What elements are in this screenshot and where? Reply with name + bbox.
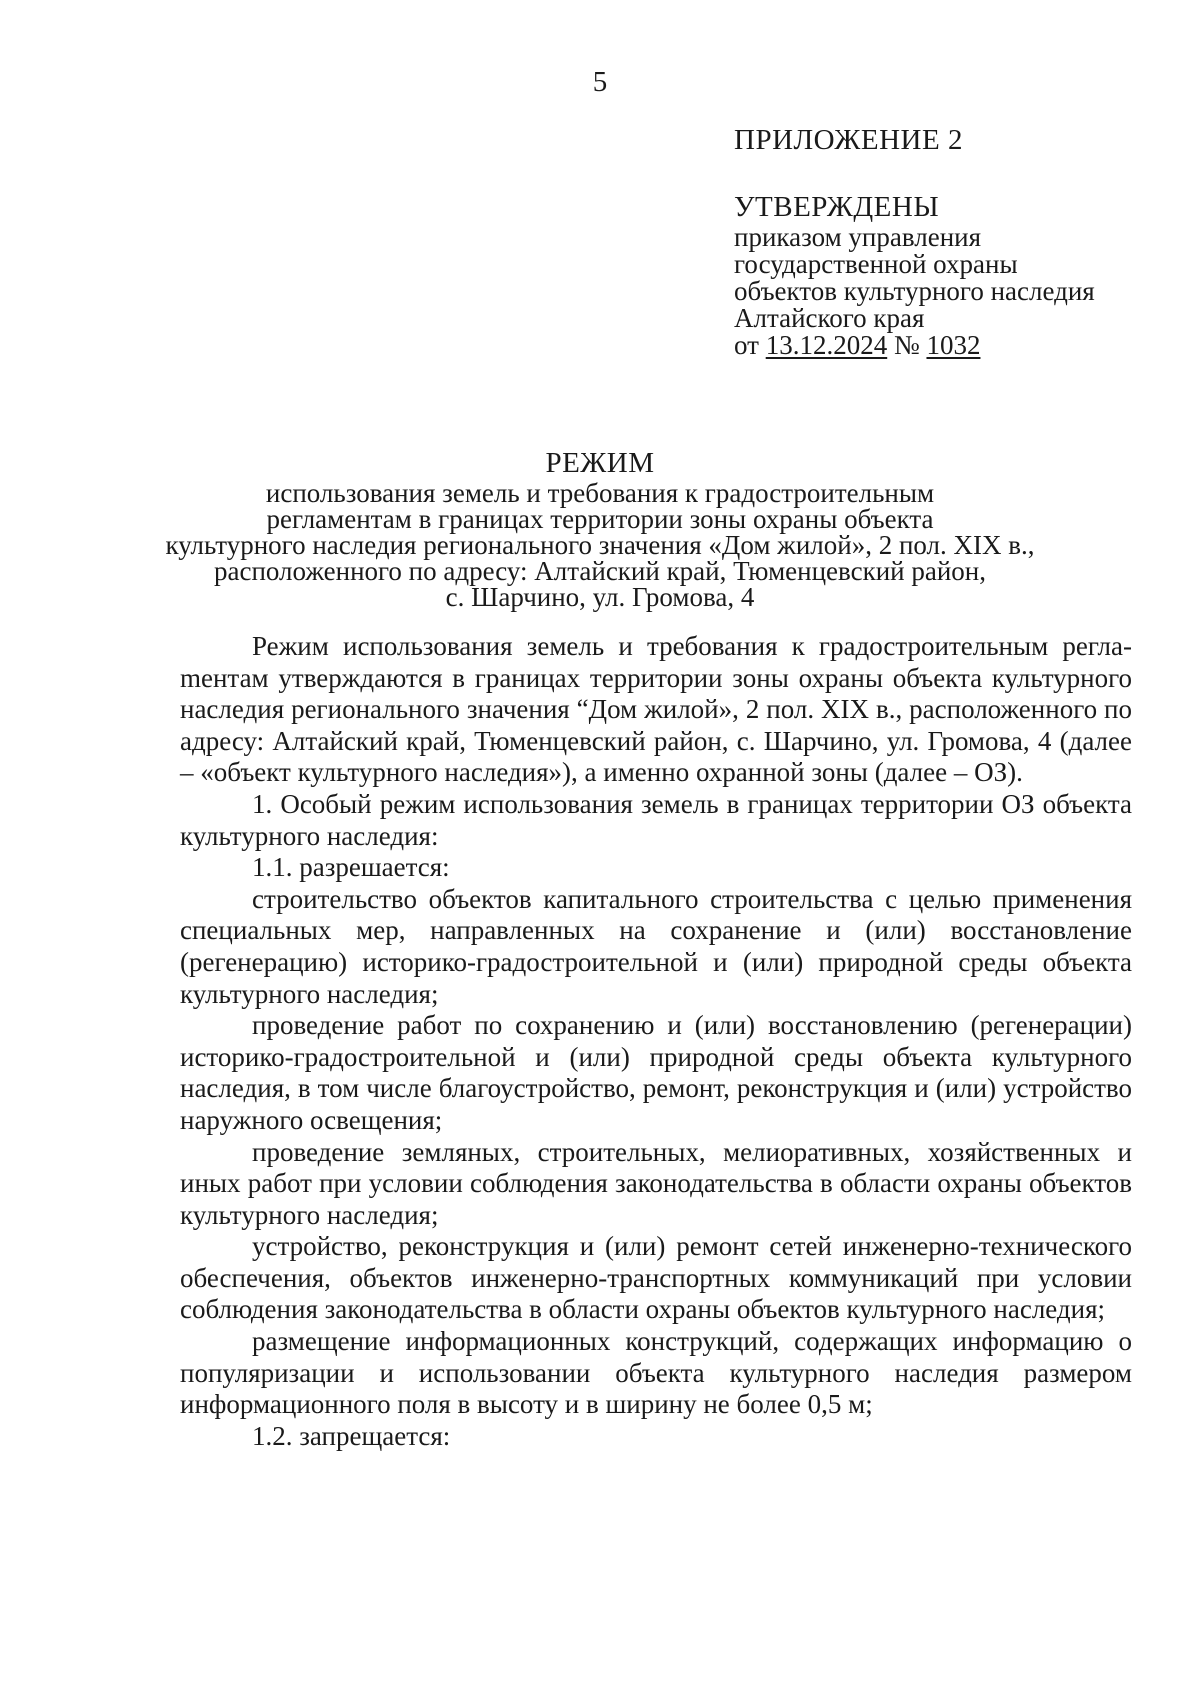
approval-line: объектов культурного наследия [734,276,1095,306]
approval-line: государственной охраны [734,249,1018,279]
body-paragraph: Режим использования земель и требования к градостроительным реглаmентам утверждаются в границах территории зоны охраны объекта культурного наследия регионального значения “Дом жилой», 2 пол. XIX в., расположенного по адресу: Алтайский край, Тюменцевский район, с. Шарчино, ул. Громова, 4 (далее – «объект культурного наследия»), а именно охранной зоны (далее – ОЗ). [180,631,1132,788]
regime-subtitle-line: культурного наследия регионального значения «Дом жилой», 2 пол. XIX в., [165,530,1035,560]
approval-title: УТВЕРЖДЕНЫ [734,191,940,223]
body-paragraph: размещение информационных конструкций, содержащих информацию о популяризации и использовании объекта культурного наследия размером информационного поля в высоту и в ширину не более 0,5 м; [180,1326,1132,1420]
document-body [180,631,1132,1452]
approval-line: приказом управления [734,222,982,252]
body-paragraph: проведение земляных, строительных, мелиоративных, хозяйственных и иных работ при условии соблюдения законодательства в области охраны объектов культурного наследия; [180,1136,1132,1230]
approval-number: 1032 [926,330,981,360]
approval-date: 13.12.2024 [765,330,888,360]
body-paragraph: 1.2. запрещается: [252,1420,451,1451]
body-paragraph: устройство, реконструкция и (или) ремонт сетей инженерно-технического обеспечения, объектов инженерно-транспортных коммуникаций при условии соблюдения законодательства в области охраны объектов культурного наследия; [180,1231,1132,1325]
approval-line: Алтайского края [734,303,925,333]
approval-date-prefix: от [734,330,766,360]
approval-date-line [734,332,1174,359]
approval-block [734,190,1174,359]
appendix-label: ПРИЛОЖЕНИЕ 2 [734,124,963,156]
body-paragraph: строительство объектов капитального строительства с целью применения специальных мер, направленных на сохранение и (или) восстановление (регенерацию) историко-градостроительной и (или) природной среды объекта культурного наследия; [180,883,1132,1009]
regime-subtitle-line: использования земель и требования к градостроительным [265,478,935,508]
regime-subtitle-line: регламентам в границах территории зоны охраны объекта [266,504,934,534]
regime-title: РЕЖИМ [545,447,655,479]
approval-number-sign: № [887,330,927,360]
body-paragraph: проведение работ по сохранению и (или) восстановлению (регенерации) историко-градостроительной и (или) природной среды объекта культурного наследия, в том числе благоустройство, ремонт, реконструкция и (или) устройство наружного освещения; [180,1010,1132,1135]
regime-subtitle-line: расположенного по адресу: Алтайский край, Тюменцевский район, [213,556,987,586]
page-number: 5 [592,66,608,98]
regime-subtitle-line: с. Шарчино, ул. Громова, 4 [445,582,755,612]
regime-heading [0,446,1200,610]
body-paragraph: 1. Особый режим использования земель в границах территории ОЗ объекта культурного наследия: [180,788,1132,851]
body-paragraph: 1.1. разрешается: [252,852,450,883]
